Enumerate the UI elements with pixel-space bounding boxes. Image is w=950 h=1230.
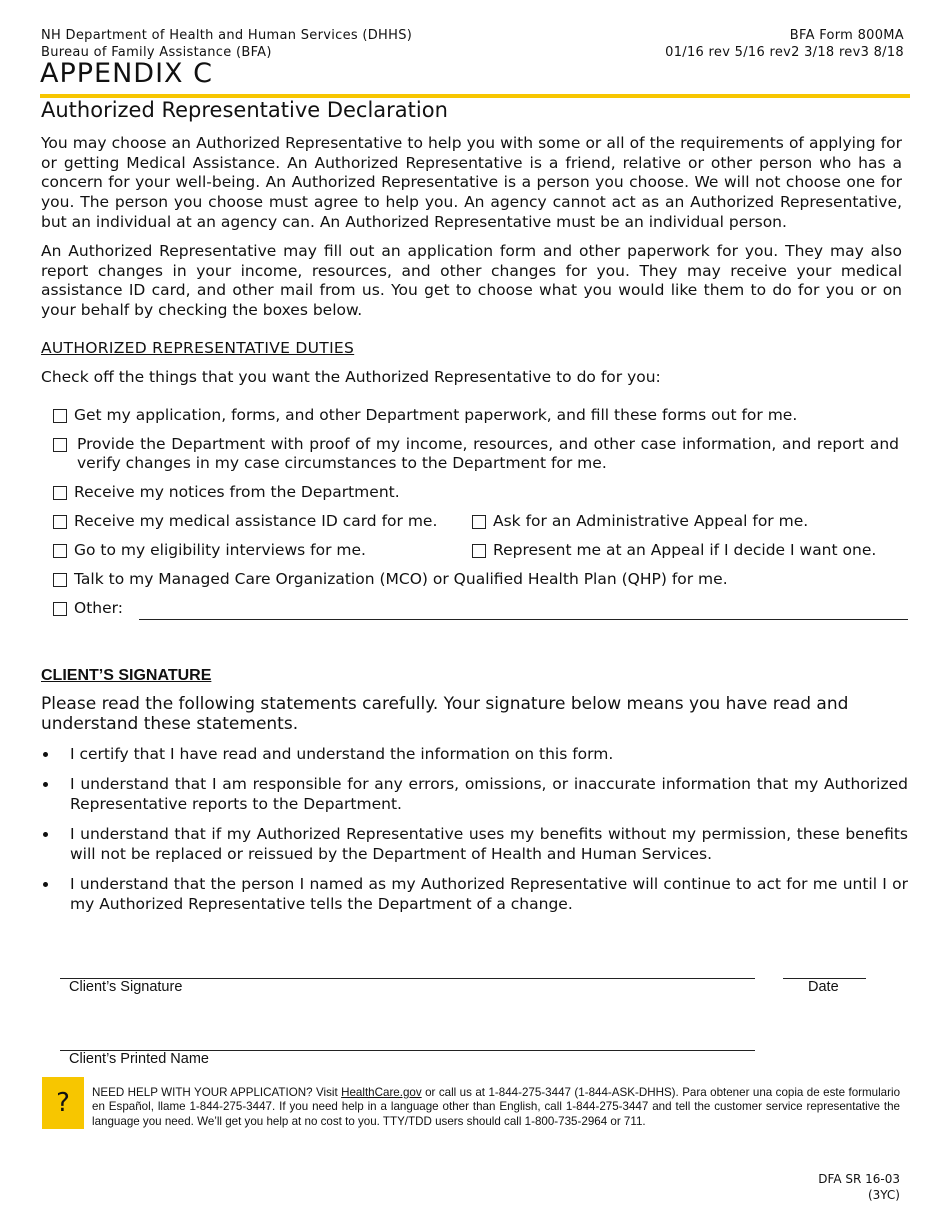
footer-code: DFA SR 16-03	[818, 1172, 900, 1186]
statement-4: I understand that the person I named as my Authorized Representative will continue to act for me until I or my Authorized Representative tells the Department of a change.	[70, 875, 908, 913]
help-question-icon: ?	[42, 1077, 84, 1129]
help-text-start: NEED HELP WITH YOUR APPLICATION? Visit	[92, 1086, 342, 1099]
help-text	[92, 1086, 900, 1129]
duty-label-mco: Talk to my Managed Care Organization (MCO) or Qualified Health Plan (QHP) for me.	[74, 570, 728, 588]
duty-checkbox-other[interactable]	[53, 602, 67, 616]
duty-label-notices: Receive my notices from the Department.	[74, 483, 400, 501]
client-signature-label: Client’s Signature	[69, 979, 183, 995]
signature-intro: Please read the following statements carefully. Your signature below means you have read and understand these statements.	[41, 694, 849, 734]
statement-3: I understand that if my Authorized Representative uses my benefits without my permission, these benefits will not be replaced or reissued by the Department of Health and Human Services.	[70, 825, 908, 863]
page-subtitle: Authorized Representative Declaration	[41, 98, 448, 122]
bullet-dot	[43, 882, 48, 887]
statement-1: I certify that I have read and understand the information on this form.	[70, 745, 614, 763]
duty-label-represent-appeal: Represent me at an Appeal if I decide I want one.	[493, 541, 877, 559]
form-revision: 01/16 rev 5/16 rev2 3/18 rev3 8/18	[665, 45, 904, 60]
duties-heading: AUTHORIZED REPRESENTATIVE DUTIES	[41, 339, 355, 357]
agency-line-2: Bureau of Family Assistance (BFA)	[41, 45, 272, 60]
footer-subcode: (3YC)	[867, 1188, 900, 1202]
duty-checkbox-represent-appeal[interactable]	[472, 544, 486, 558]
duty-checkbox-notices[interactable]	[53, 486, 67, 500]
page-title: APPENDIX C	[40, 58, 213, 89]
bullet-dot	[43, 832, 48, 837]
statement-2: I understand that I am responsible for any errors, omissions, or inaccurate information that my Authorized Representative reports to the Department.	[70, 775, 908, 813]
duty-checkbox-paperwork[interactable]	[53, 409, 67, 423]
duty-label-interviews: Go to my eligibility interviews for me.	[74, 541, 366, 559]
bullet-dot	[43, 782, 48, 787]
duties-instruction: Check off the things that you want the Authorized Representative to do for you:	[41, 368, 661, 386]
signature-heading: CLIENT’S SIGNATURE	[41, 667, 212, 684]
agency-line-1: NH Department of Health and Human Services (DHHS)	[41, 28, 413, 43]
duty-checkbox-interviews[interactable]	[53, 544, 67, 558]
duty-label-paperwork: Get my application, forms, and other Department paperwork, and fill these forms out for me.	[74, 406, 798, 424]
printed-name-label: Client’s Printed Name	[69, 1051, 209, 1067]
date-label: Date	[808, 979, 839, 995]
help-text-end: or call us at 1-844-275-3447 (1-844-ASK-DHHS). Para obtener una copia de este formulario en Español, llame 1-844-275-3447. If you need help in a language other than English, call 1-844-275-3447 and tell the customer service representative the language you need. We’ll get you help at no cost to you. TTY/TDD users should call 1-800-735-2964 or 711.	[92, 1086, 901, 1128]
other-input-line[interactable]	[139, 619, 908, 620]
duty-checkbox-mco[interactable]	[53, 573, 67, 587]
intro-paragraph-1: You may choose an Authorized Representative to help you with some or all of the requirements of applying for or getting Medical Assistance. An Authorized Representative is a friend, relative or other person who has a concern for your well-being. An Authorized Representative is a person you choose. We will not choose one for you. The person you choose must agree to help you. An agency cannot act as an Authorized Representative, but an individual at an agency can. An Authorized Representative must be an individual person.	[41, 134, 902, 231]
bullet-dot	[43, 752, 48, 757]
duty-label-admin-appeal: Ask for an Administrative Appeal for me.	[493, 512, 809, 530]
duty-checkbox-admin-appeal[interactable]	[472, 515, 486, 529]
duty-label-other: Other:	[74, 599, 123, 617]
duty-checkbox-id-card[interactable]	[53, 515, 67, 529]
form-number: BFA Form 800MA	[789, 28, 904, 43]
intro-paragraph-2: An Authorized Representative may fill out an application form and other paperwork for you. They may also report changes in your income, resources, and other changes for you. They may receive your medical assistance ID card, and other mail from us. You get to choose what you would like them to do for you or on your behalf by checking the boxes below.	[41, 242, 902, 320]
duty-label-id-card: Receive my medical assistance ID card for me.	[74, 512, 438, 530]
duty-label-proof: Provide the Department with proof of my income, resources, and other case information, and report and verify changes in my case circumstances to the Department for me.	[77, 435, 899, 472]
duty-checkbox-proof[interactable]	[53, 438, 67, 452]
healthcare-gov-link[interactable]: HealthCare.gov	[341, 1086, 422, 1099]
